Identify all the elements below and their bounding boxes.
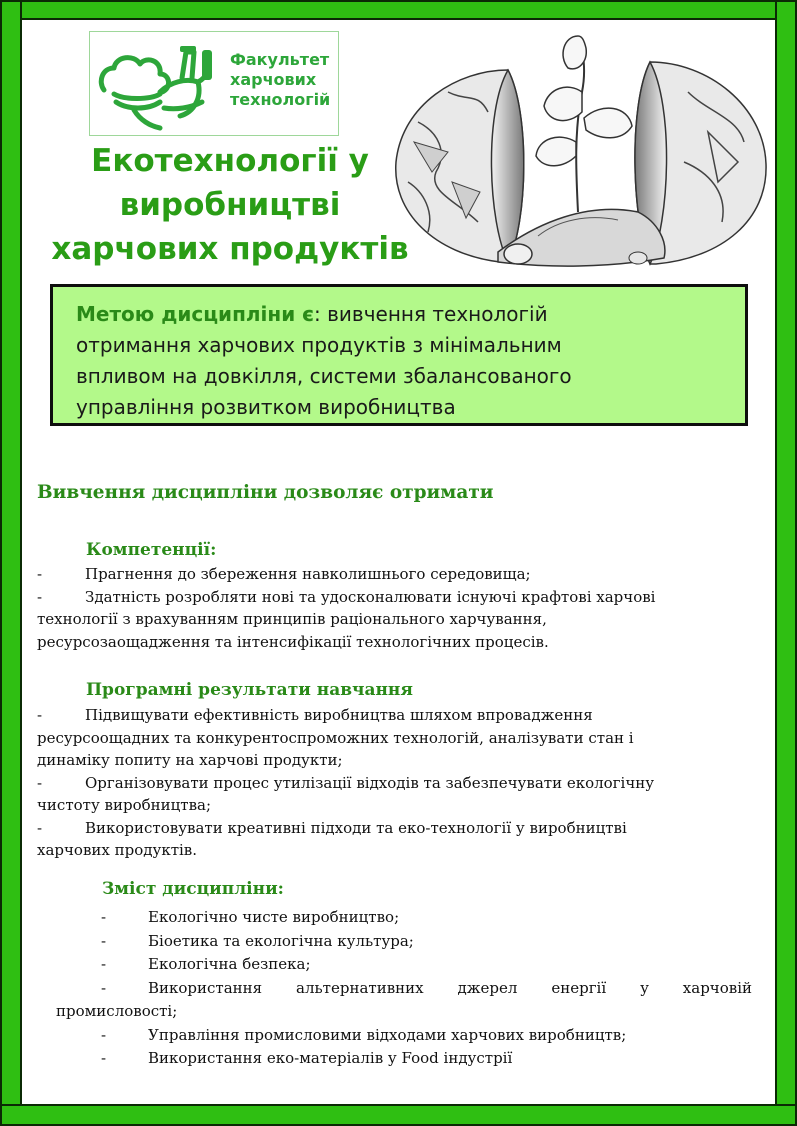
list-item-continuation: ресурсозаощадження та інтенсифікації технологічних процесів. bbox=[37, 632, 549, 651]
content-heading: Зміст дисципліни: bbox=[102, 879, 284, 899]
list-item: - Підвищувати ефективність виробництва шляхом впровадження bbox=[37, 706, 593, 724]
list-item-justified: - Використання альтернативних джерел енергії у харчовій bbox=[101, 978, 752, 997]
title-line-1: Екотехнології у bbox=[91, 143, 369, 179]
logo-line-3: технологій bbox=[230, 90, 331, 109]
goal-line-2: отримання харчових продуктів з мінімальним bbox=[76, 333, 562, 357]
page-title bbox=[30, 139, 430, 271]
frame-left bbox=[0, 0, 22, 1126]
logo-line-2: харчових bbox=[230, 70, 317, 89]
logo-text bbox=[230, 50, 340, 110]
goal-lead: Метою дисципліни є bbox=[76, 302, 315, 326]
content-list bbox=[56, 906, 752, 1071]
frame-top bbox=[0, 0, 797, 20]
list-item: - Біоетика та екологічна культура; bbox=[101, 931, 414, 950]
title-line-2: виробництві bbox=[119, 187, 341, 223]
frame-right bbox=[775, 0, 797, 1126]
title-line-3: харчових продуктів bbox=[51, 231, 409, 267]
list-item-continuation: чистоту виробництва; bbox=[37, 796, 212, 814]
goal-line-4: управління розвитком виробництва bbox=[76, 395, 456, 419]
list-item: - Використовувати креативні підходи та еко-технології у виробництві bbox=[37, 818, 627, 837]
goal-line-1-rest: : вивчення технологій bbox=[314, 302, 548, 326]
frame-bottom bbox=[0, 1104, 797, 1126]
goal-box bbox=[50, 284, 748, 426]
list-item-continuation: ресурсоощадних та конкурентоспроможних технологій, аналізувати стан і bbox=[37, 728, 634, 747]
list-item: - Екологічно чисте виробництво; bbox=[101, 908, 400, 926]
list-item: - Використання еко-матеріалів у Food індустрії bbox=[101, 1049, 513, 1067]
goal-line-3: впливом на довкілля, системи збалансованого bbox=[76, 364, 572, 388]
list-item: - Прагнення до збереження навколишнього середовища; bbox=[37, 565, 531, 583]
results-list bbox=[37, 704, 654, 862]
list-item-continuation: технології з врахуванням принципів раціонального харчування, bbox=[37, 610, 547, 628]
list-item-continuation: харчових продуктів. bbox=[37, 841, 197, 859]
list-item: - Організовувати процес утилізації відходів та забезпечувати екологічну bbox=[37, 773, 655, 792]
list-item: - Екологічна безпека; bbox=[101, 955, 311, 973]
faculty-logo bbox=[89, 31, 339, 136]
competencies-list bbox=[37, 563, 655, 653]
competencies-heading: Компетенції: bbox=[86, 540, 217, 560]
results-heading: Програмні результати навчання bbox=[86, 680, 413, 700]
goal-line-1 bbox=[76, 299, 745, 330]
list-item: - Управління промисловими відходами харчових виробництв; bbox=[101, 1025, 627, 1044]
list-item-continuation: динаміку попиту на харчові продукти; bbox=[37, 751, 343, 769]
chef-hat-icon bbox=[94, 38, 224, 134]
logo-line-1: Факультет bbox=[230, 50, 330, 69]
section-title: Вивчення дисципліни дозволяє отримати bbox=[37, 482, 494, 503]
split-globe-plant-illustration bbox=[388, 22, 773, 280]
list-item-continuation: промисловості; bbox=[56, 1002, 178, 1020]
list-item: - Здатність розробляти нові та удосконалювати існуючі крафтові харчові bbox=[37, 587, 656, 606]
